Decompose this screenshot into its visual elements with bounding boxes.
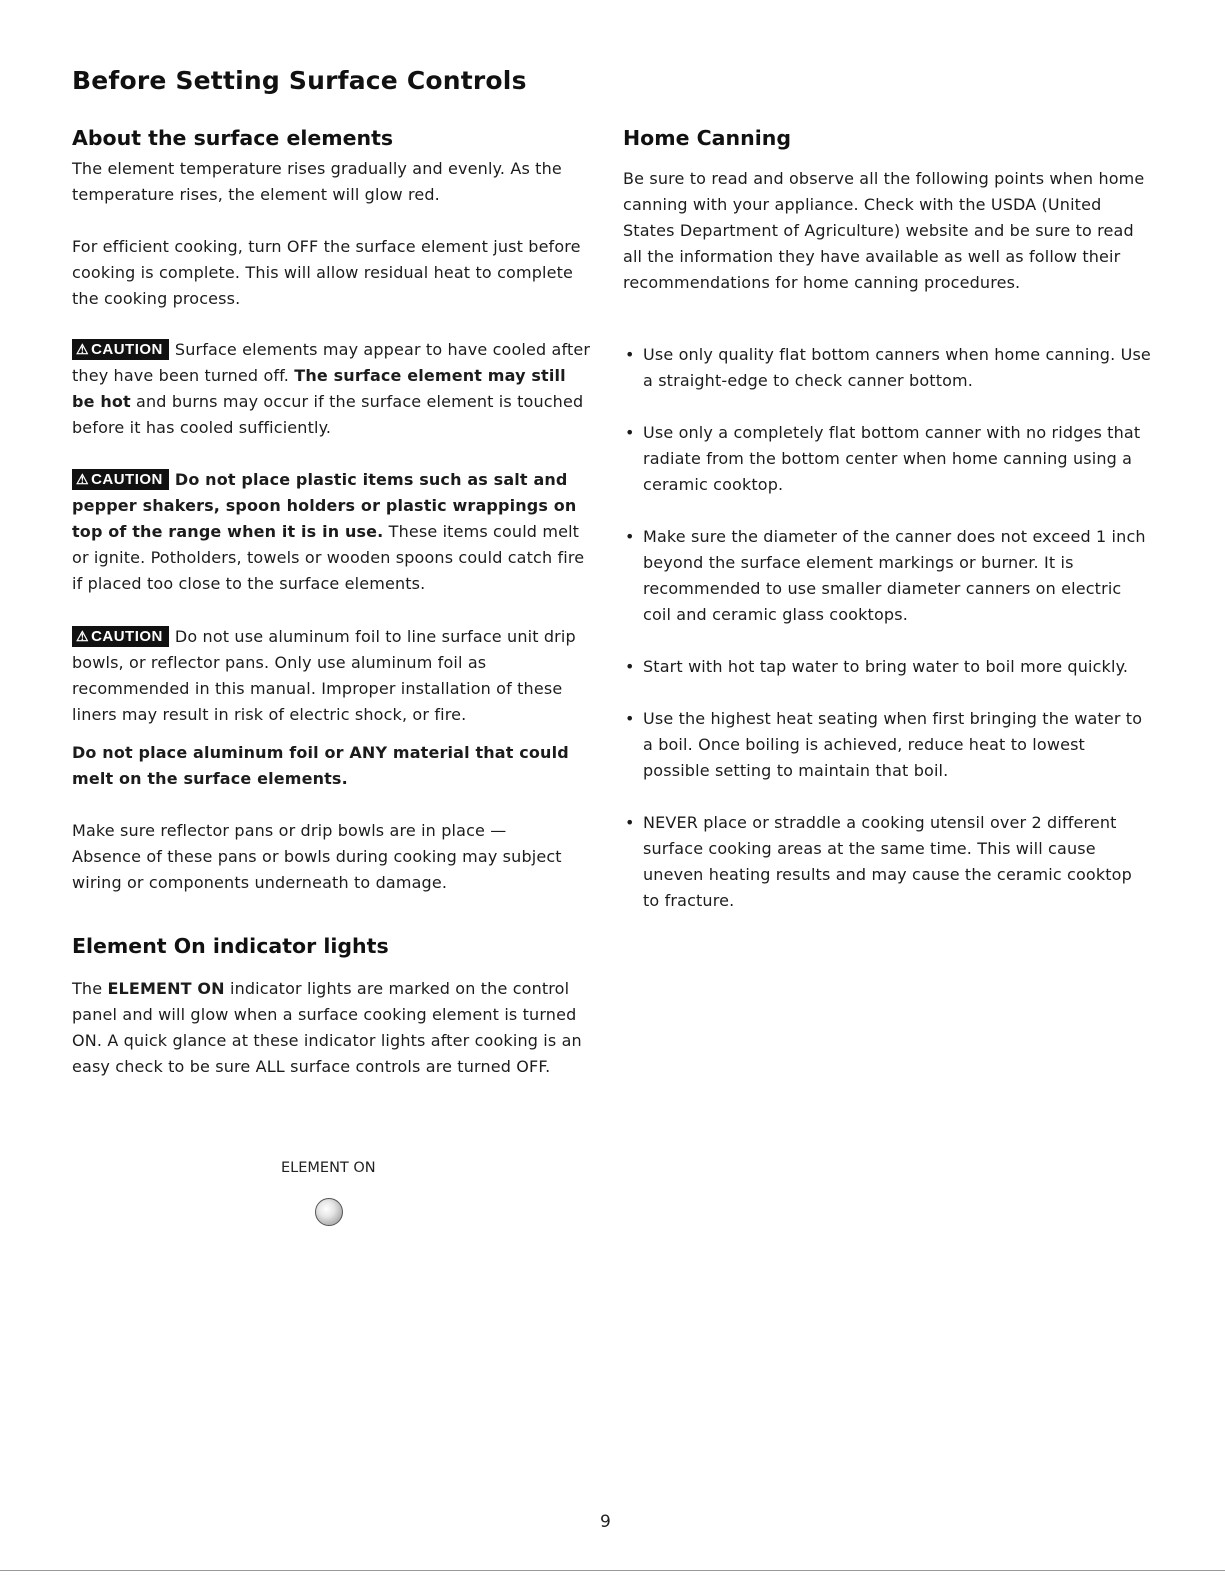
indicator-light-icon (315, 1198, 343, 1226)
indicator-heading: Element On indicator lights (72, 934, 389, 958)
caution-paragraph-2: ⚠ CAUTION Do not place plastic items such as salt and pepper shakers, spoon holders or plastic wrappings on top of the range when it is in use. These items could melt or ignite. Potholders, towels or wooden spoons could catch fire if placed too close to the surface elements. (72, 470, 585, 593)
aluminum-warning: Do not place aluminum foil or ANY material that could melt on the surface elements. (72, 743, 569, 788)
page-title: Before Setting Surface Controls (72, 66, 527, 95)
caution-paragraph-1: ⚠ CAUTION Surface elements may appear to have cooled after they have been turned off. The surface element may still be hot and burns may occur if the surface element is touched before it has cooled sufficiently. (72, 340, 591, 437)
home-canning-heading: Home Canning (623, 126, 792, 150)
warning-triangle-icon: ⚠ (76, 341, 90, 357)
list-item: • Use only a completely flat bottom canner with no ridges that radiate from the bottom center when home canning using a ceramic cooktop. (623, 420, 1153, 498)
list-item: • Make sure the diameter of the canner does not exceed 1 inch beyond the surface element markings or burner. It is recommended to use smaller diameter canners on electric coil and ceramic glass cooktops. (623, 524, 1153, 628)
canning-bullet-list (623, 342, 1153, 940)
bullet-icon: • (625, 423, 635, 442)
about-paragraph-1: The element temperature rises gradually and evenly. As the temperature rises, the element will glow red. (72, 159, 562, 204)
warning-triangle-icon: ⚠ (76, 628, 90, 644)
reflector-paragraph: Make sure reflector pans or drip bowls are in place — Absence of these pans or bowls during cooking may subject wiring or components underneath to damage. (72, 821, 562, 892)
page-number: 9 (600, 1512, 611, 1532)
caution-badge: ⚠ CAUTION (72, 339, 169, 360)
list-item: • NEVER place or straddle a cooking utensil over 2 different surface cooking areas at the same time. This will cause uneven heating results and may cause the ceramic cooktop to fracture. (623, 810, 1153, 914)
bullet-icon: • (625, 657, 635, 676)
about-paragraph-2: For efficient cooking, turn OFF the surface element just before cooking is complete. This will allow residual heat to complete the cooking process. (72, 237, 581, 308)
list-item: • Use only quality flat bottom canners when home canning. Use a straight-edge to check canner bottom. (623, 342, 1153, 394)
caution-badge: ⚠ CAUTION (72, 469, 169, 490)
bullet-icon: • (625, 345, 635, 364)
bullet-icon: • (625, 813, 635, 832)
indicator-paragraph: The ELEMENT ON indicator lights are marked on the control panel and will glow when a surface cooking element is turned ON. A quick glance at these indicator lights after cooking is an easy check to be sure ALL surface controls are turned OFF. (72, 979, 582, 1076)
caution-badge: ⚠ CAUTION (72, 626, 169, 647)
list-item: • Start with hot tap water to bring water to boil more quickly. (623, 654, 1153, 680)
warning-triangle-icon: ⚠ (76, 471, 90, 487)
about-heading: About the surface elements (72, 126, 394, 150)
bottom-rule (0, 1570, 1225, 1571)
list-item: • Use the highest heat seating when first bringing the water to a boil. Once boiling is achieved, reduce heat to lowest possible setting to maintain that boil. (623, 706, 1153, 784)
bullet-icon: • (625, 527, 635, 546)
caution-paragraph-3: ⚠ CAUTION Do not use aluminum foil to line surface unit drip bowls, or reflector pans. Only use aluminum foil as recommended in this manual. Improper installation of these liners may result in risk of electric shock, or fire. (72, 627, 576, 724)
canning-intro: Be sure to read and observe all the following points when home canning with your appliance. Check with the USDA (United States Department of Agriculture) website and be sure to read all the information they have available as well as follow their recommendations for home canning procedures. (623, 169, 1145, 292)
bullet-icon: • (625, 709, 635, 728)
element-on-label: ELEMENT ON (281, 1160, 376, 1176)
